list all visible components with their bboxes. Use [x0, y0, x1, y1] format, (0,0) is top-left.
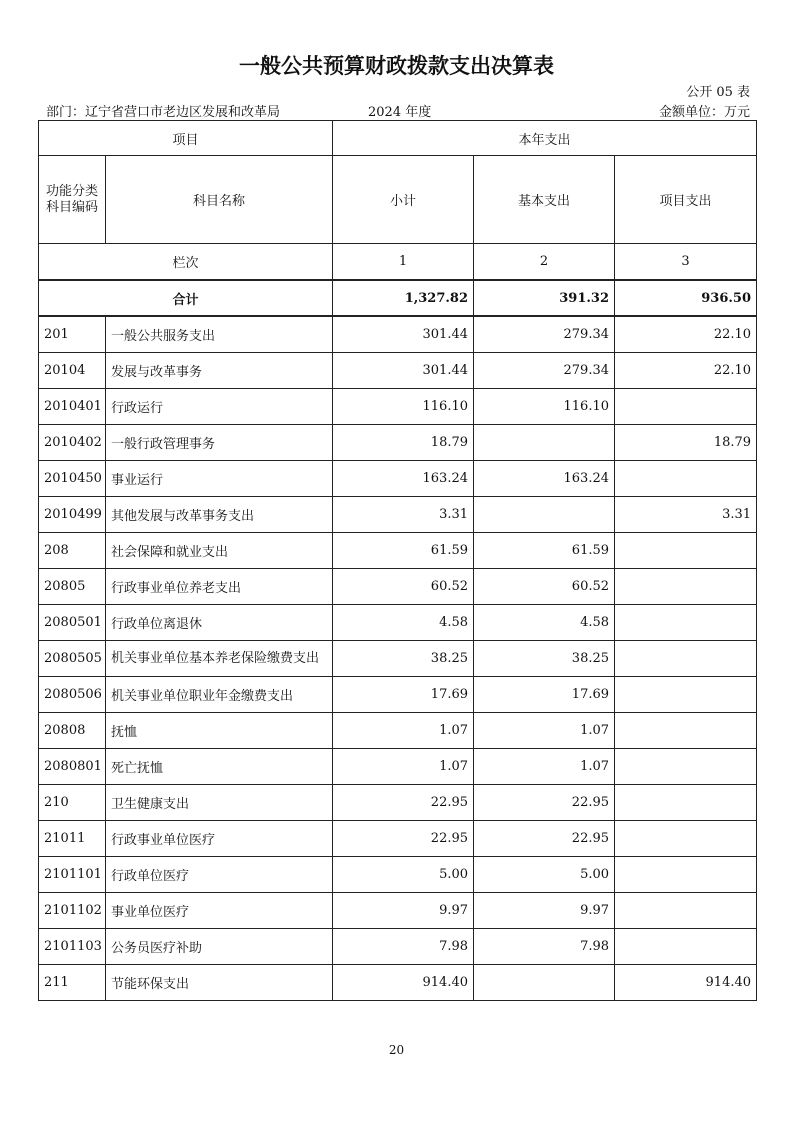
row-project: [615, 461, 757, 497]
row-basic: 4.58: [474, 605, 615, 641]
row-project: [615, 821, 757, 857]
row-name: 公务员医疗补助: [106, 929, 333, 965]
row-subtotal: 22.95: [333, 785, 474, 821]
row-basic: 116.10: [474, 389, 615, 425]
table-row: [39, 425, 757, 461]
row-subtotal: 22.95: [333, 821, 474, 857]
row-name: 机关事业单位基本养老保险缴费支出: [106, 641, 333, 677]
row-subtotal: 60.52: [333, 569, 474, 605]
expenditure-table: [38, 120, 757, 1001]
table-row: [39, 749, 757, 785]
row-code: 2080506: [39, 677, 106, 713]
row-subtotal: 163.24: [333, 461, 474, 497]
page-title: 一般公共预算财政拨款支出决算表: [239, 54, 554, 78]
row-code: 2080801: [39, 749, 106, 785]
header-row-2: [39, 156, 757, 244]
row-subtotal: 18.79: [333, 425, 474, 461]
header-row-1: [39, 121, 757, 156]
header-code: 功能分类科目编码: [39, 156, 106, 244]
row-basic: 7.98: [474, 929, 615, 965]
table-row: [39, 316, 757, 353]
row-code: 2010401: [39, 389, 106, 425]
row-name: 事业单位医疗: [106, 893, 333, 929]
row-basic: 22.95: [474, 821, 615, 857]
table-row: [39, 713, 757, 749]
table-row: [39, 821, 757, 857]
row-project: [615, 533, 757, 569]
row-code: 20805: [39, 569, 106, 605]
table-row: [39, 641, 757, 677]
row-project: [615, 749, 757, 785]
row-basic: 279.34: [474, 316, 615, 353]
row-subtotal: 7.98: [333, 929, 474, 965]
row-name: 行政事业单位医疗: [106, 821, 333, 857]
row-code: 20104: [39, 353, 106, 389]
total-row: [39, 280, 757, 316]
row-code: 211: [39, 965, 106, 1001]
row-name: 行政事业单位养老支出: [106, 569, 333, 605]
row-name: 社会保障和就业支出: [106, 533, 333, 569]
row-name: 死亡抚恤: [106, 749, 333, 785]
row-subtotal: 4.58: [333, 605, 474, 641]
row-subtotal: 301.44: [333, 316, 474, 353]
amount-unit: 金额单位：万元: [658, 105, 750, 120]
row-project: [615, 893, 757, 929]
row-code: 20808: [39, 713, 106, 749]
table-row: [39, 569, 757, 605]
row-name: 行政运行: [106, 389, 333, 425]
page-number: 20: [388, 1043, 405, 1057]
row-code: 2080501: [39, 605, 106, 641]
total-project: 936.50: [615, 280, 757, 316]
column-1: 1: [333, 244, 474, 281]
row-basic: [474, 497, 615, 533]
row-basic: 9.97: [474, 893, 615, 929]
row-subtotal: 301.44: [333, 353, 474, 389]
row-project: 22.10: [615, 353, 757, 389]
row-basic: 279.34: [474, 353, 615, 389]
row-basic: 1.07: [474, 749, 615, 785]
table-row: [39, 353, 757, 389]
row-code: 2010499: [39, 497, 106, 533]
header-current-year: 本年支出: [333, 121, 757, 156]
department-label: 部门：辽宁省营口市老边区发展和改革局: [46, 105, 281, 120]
row-name: 节能环保支出: [106, 965, 333, 1001]
row-subtotal: 116.10: [333, 389, 474, 425]
table-row: [39, 929, 757, 965]
row-subtotal: 1.07: [333, 749, 474, 785]
row-basic: 38.25: [474, 641, 615, 677]
row-project: [615, 713, 757, 749]
row-name: 卫生健康支出: [106, 785, 333, 821]
row-project: [615, 677, 757, 713]
row-basic: [474, 425, 615, 461]
row-project: 914.40: [615, 965, 757, 1001]
row-basic: 1.07: [474, 713, 615, 749]
column-2: 2: [474, 244, 615, 281]
total-basic: 391.32: [474, 280, 615, 316]
row-project: [615, 605, 757, 641]
row-project: [615, 641, 757, 677]
row-name: 发展与改革事务: [106, 353, 333, 389]
row-name: 行政单位离退休: [106, 605, 333, 641]
table-row: [39, 857, 757, 893]
column-3: 3: [615, 244, 757, 281]
row-name: 事业运行: [106, 461, 333, 497]
row-subtotal: 61.59: [333, 533, 474, 569]
row-subtotal: 9.97: [333, 893, 474, 929]
table-row: [39, 785, 757, 821]
table-row: [39, 461, 757, 497]
row-project: [615, 857, 757, 893]
row-name: 行政单位医疗: [106, 857, 333, 893]
form-number: 公开 05 表: [686, 85, 750, 100]
table-row: [39, 677, 757, 713]
row-project: 22.10: [615, 316, 757, 353]
table-row: [39, 533, 757, 569]
row-name: 抚恤: [106, 713, 333, 749]
row-code: 2080505: [39, 641, 106, 677]
row-basic: 163.24: [474, 461, 615, 497]
row-code: 2010450: [39, 461, 106, 497]
column-number-row: [39, 244, 757, 281]
row-name: 其他发展与改革事务支出: [106, 497, 333, 533]
header-project: 项目支出: [615, 156, 757, 244]
table-row: [39, 965, 757, 1001]
row-code: 2101101: [39, 857, 106, 893]
row-code: 208: [39, 533, 106, 569]
total-subtotal: 1,327.82: [333, 280, 474, 316]
row-basic: 17.69: [474, 677, 615, 713]
header-item: 项目: [39, 121, 333, 156]
row-project: [615, 569, 757, 605]
row-project: 3.31: [615, 497, 757, 533]
row-basic: [474, 965, 615, 1001]
row-code: 21011: [39, 821, 106, 857]
row-name: 机关事业单位职业年金缴费支出: [106, 677, 333, 713]
row-code: 2101103: [39, 929, 106, 965]
row-basic: 61.59: [474, 533, 615, 569]
row-code: 210: [39, 785, 106, 821]
row-basic: 22.95: [474, 785, 615, 821]
table-row: [39, 605, 757, 641]
fiscal-year: 2024 年度: [368, 105, 432, 120]
meta-line: [46, 101, 750, 120]
header-basic: 基本支出: [474, 156, 615, 244]
row-project: 18.79: [615, 425, 757, 461]
header-subtotal: 小计: [333, 156, 474, 244]
table-row: [39, 497, 757, 533]
row-code: 2010402: [39, 425, 106, 461]
row-subtotal: 3.31: [333, 497, 474, 533]
table-row: [39, 389, 757, 425]
row-subtotal: 17.69: [333, 677, 474, 713]
total-label: 合计: [39, 280, 333, 316]
row-name: 一般行政管理事务: [106, 425, 333, 461]
row-subtotal: 38.25: [333, 641, 474, 677]
row-basic: 5.00: [474, 857, 615, 893]
row-subtotal: 1.07: [333, 713, 474, 749]
header-name: 科目名称: [106, 156, 333, 244]
row-name: 一般公共服务支出: [106, 316, 333, 353]
row-project: [615, 929, 757, 965]
table-row: [39, 893, 757, 929]
row-code: 2101102: [39, 893, 106, 929]
row-subtotal: 914.40: [333, 965, 474, 1001]
row-code: 201: [39, 316, 106, 353]
row-subtotal: 5.00: [333, 857, 474, 893]
column-label: 栏次: [39, 244, 333, 281]
row-project: [615, 389, 757, 425]
row-project: [615, 785, 757, 821]
row-basic: 60.52: [474, 569, 615, 605]
